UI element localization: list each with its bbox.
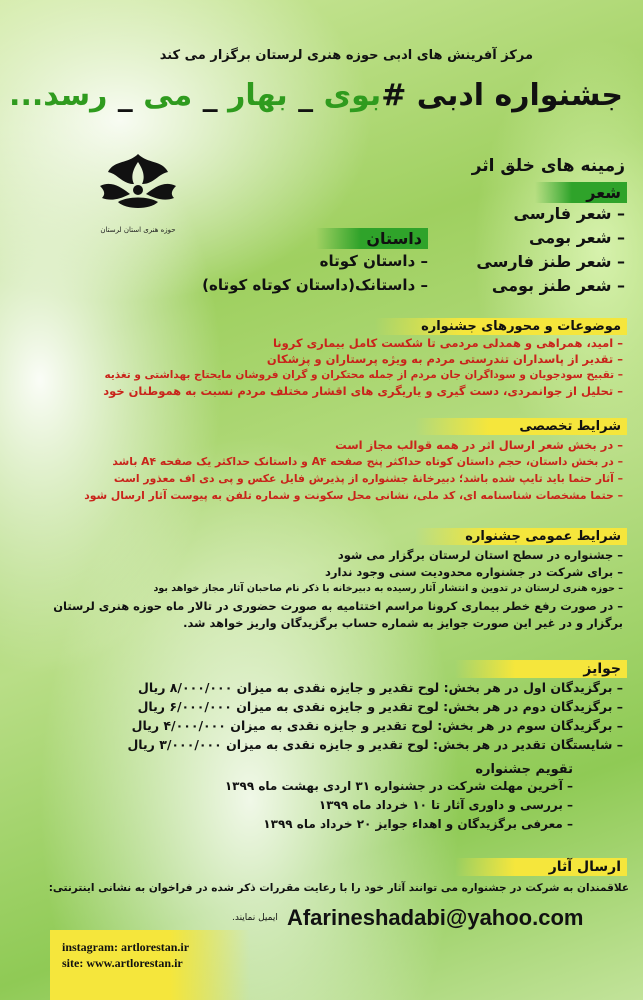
title-word-4: رسد... [9, 78, 108, 113]
site-link[interactable]: site: www.artlorestan.ir [62, 956, 183, 970]
list-item: – در صورت رفع خطر بیماری کرونا مراسم اختتامیه به صورت حضوری در تالار ماه حوزه هنری لرستان [53, 599, 623, 613]
topics-heading: موضوعات و محورهای جشنواره [375, 318, 627, 335]
list-item: – برای شرکت در جشنواره محدودیت سنی وجود ندارد [324, 565, 623, 579]
submit-text: علاقمندان به شرکت در جشنواره می توانند آثار خود را با رعایت مقررات ذکر شده در فراخوان به نشانی اینترنتی: [48, 882, 629, 894]
list-item: – امید، همراهی و همدلی مردمی تا شکست کامل بیماری کرونا [272, 336, 623, 350]
list-item: – تقدیر از پاسداران تندرستی مردم به ویژه پرستاران و پزشکان [266, 352, 623, 366]
list-item: – برگزیدگان اول در هر بخش: لوح تقدیر و جایزه نقدی به میزان ۸/۰۰۰/۰۰۰ ریال [138, 680, 623, 695]
poetry-list [476, 206, 625, 302]
list-item: – داستانک(داستان کوتاه کوتاه) [202, 276, 428, 294]
page-title [9, 78, 623, 113]
email-suffix: ایمیل نمایند. [232, 913, 278, 923]
list-item: – شعر طنز بومی [491, 276, 625, 295]
list-item: – در بخش شعر ارسال اثر در همه قوالب مجاز است [335, 438, 623, 452]
list-item: – تقبیح سودجویان و سوداگران جان مردم از جمله محتکران و گران فروشان مایحتاج بهداشتی و تغذیه [104, 369, 623, 381]
list-item: – شعر طنز فارسی [476, 252, 625, 271]
list-item: – حتما مشخصات شناسنامه ای، کد ملی، نشانی محل سکونت و شماره تلفن به پیوست آثار ارسال شود [84, 489, 623, 502]
title-word-3: می [143, 78, 193, 113]
specific-list [84, 440, 623, 508]
title-prefix: جشنواره ادبی [416, 78, 623, 113]
list-item: – شعر بومی [529, 228, 625, 247]
list-item: – تحلیل از جوانمردی، دست گیری و یاریگری های اقشار مختلف مردم نسبت به هموطنان خود [103, 384, 623, 398]
prizes-heading: جوایز [455, 660, 627, 678]
prizes-list [127, 682, 623, 758]
general-heading: شرایط عمومی جشنواره [415, 528, 627, 545]
calendar-list [225, 780, 573, 837]
list-item: برگزار و در غیر این صورت جوایز به شماره حساب برگزیدگان واریز خواهد شد. [183, 616, 623, 630]
list-item: – در بخش داستان، حجم داستان کوتاه حداکثر پنج صفحه A۴ و داستانک حداکثر یک صفحه A۴ باشد [112, 455, 623, 468]
footer-box [50, 930, 250, 1000]
topics-list [103, 338, 623, 402]
list-item: – معرفی برگزیدگان و اهداء جوایز ۲۰ خرداد ماه ۱۳۹۹ [263, 817, 573, 831]
organizer-line: مرکز آفرینش های ادبی حوزه هنری لرستان برگزار می کند [159, 48, 533, 63]
fields-heading: زمینه های خلق اثر [471, 156, 625, 176]
hozeh-honari-logo [88, 150, 188, 240]
instagram-link[interactable]: instagram: artlorestan.ir [62, 940, 190, 954]
list-item: – بررسی و داوری آثار تا ۱۰ خرداد ماه ۱۳۹۹ [318, 798, 573, 812]
submit-heading: ارسال آثار [455, 858, 627, 876]
title-word-2: بهار [228, 78, 288, 113]
title-sep-1: _ [298, 78, 314, 113]
title-hash: # [381, 78, 407, 113]
general-list [53, 550, 623, 635]
story-heading: داستان [316, 228, 428, 249]
email-row [232, 905, 583, 931]
list-item: – شایستگان تقدیر در هر بخش: لوح تقدیر و جایزه نقدی به میزان ۳/۰۰۰/۰۰۰ ریال [127, 737, 623, 752]
list-item: – شعر فارسی [513, 204, 625, 223]
email-link[interactable]: Afarineshadabi@yahoo.com [286, 905, 584, 930]
logo-emblem-icon [88, 150, 188, 220]
title-sep-2: _ [202, 78, 218, 113]
list-item: – داستان کوتاه [319, 252, 428, 270]
poetry-heading: شعر [535, 182, 627, 203]
list-item: – برگزیدگان سوم در هر بخش: لوح تقدیر و جایزه نقدی به میزان ۴/۰۰۰/۰۰۰ ریال [131, 718, 623, 733]
list-item: – جشنواره در سطح استان لرستان برگزار می شود [337, 548, 623, 562]
list-item: – برگزیدگان دوم در هر بخش: لوح تقدیر و جایزه نقدی به میزان ۶/۰۰۰/۰۰۰ ریال [137, 699, 623, 714]
specific-heading: شرایط تخصصی [415, 418, 627, 435]
list-item: – آخرین مهلت شرکت در جشنواره ۳۱ اردی بهشت ماه ۱۳۹۹ [224, 779, 573, 793]
title-sep-3: _ [117, 78, 133, 113]
story-list [202, 254, 428, 302]
list-item: – آثار حتما باید تایپ شده باشد؛ دبیرخانهٔ جشنواره از پذیرش فایل عکس و پی دی اف معذور است [113, 472, 623, 485]
list-item: – حوزه هنری لرستان در تدوین و انتشار آثار رسیده به دبیرخانه با ذکر نام صاحبان آثار مجاز خواهد بود [153, 583, 623, 594]
title-word-1: بوی [323, 78, 382, 113]
calendar-heading: تقویم جشنواره [475, 762, 573, 777]
logo-caption: حوزه هنری استان لرستان [100, 226, 176, 234]
